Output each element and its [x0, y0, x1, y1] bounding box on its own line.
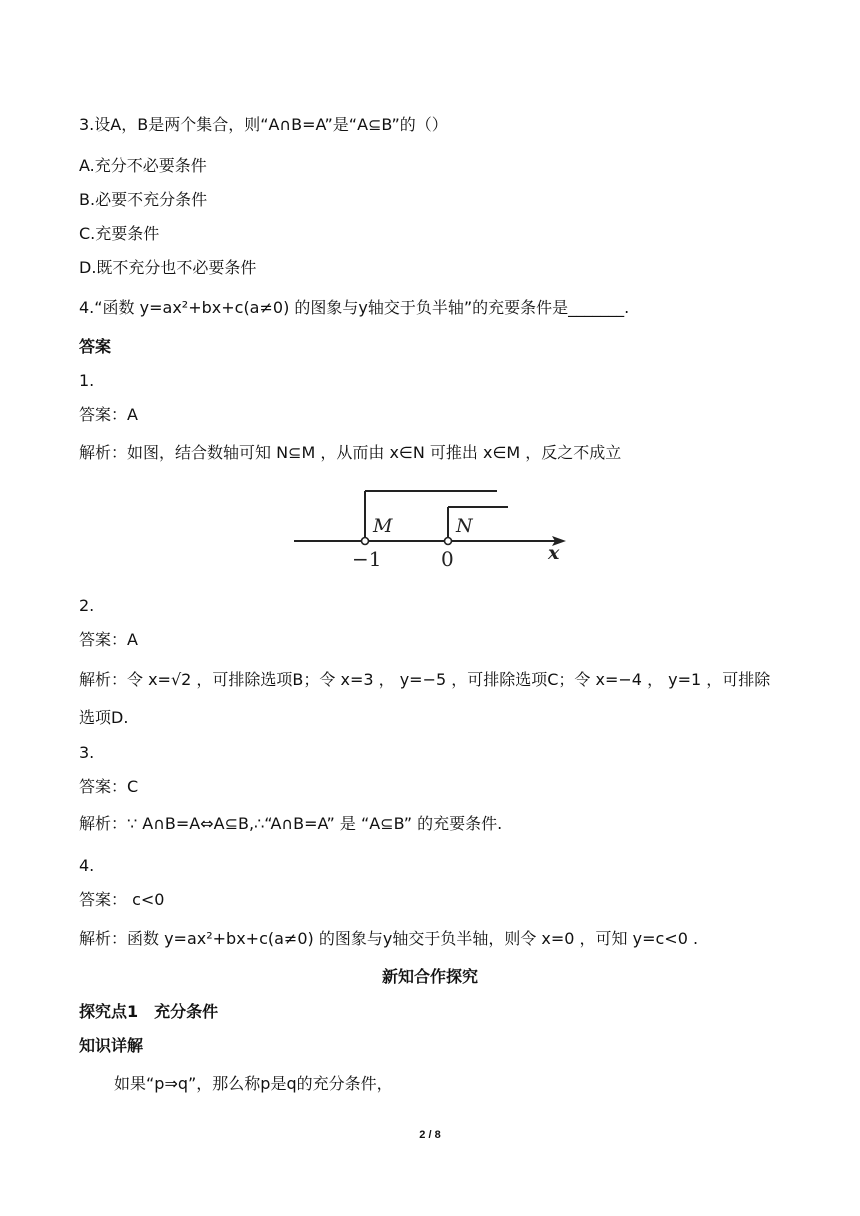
- answer-2-analysis-line-1: 解析：令 x=√2 ，可排除选项B；令 x=3 ， y=−5 ，可排除选项C；令 x=−4 ， y=1 ，可排除: [79, 670, 771, 689]
- point-zero: [445, 538, 452, 545]
- number-line-figure: [290, 482, 580, 578]
- tick-label-zero: 0: [441, 547, 454, 571]
- question-3-option-c: C.充要条件: [79, 224, 160, 243]
- subsection-title: 探究点1 充分条件: [79, 1002, 219, 1021]
- answer-2-number: 2.: [79, 596, 95, 615]
- answers-heading: 答案: [79, 337, 112, 356]
- answer-1-analysis: 解析：如图，结合数轴可知 N⊆M ，从而由 x∈N 可推出 x∈M ，反之不成立: [79, 443, 622, 462]
- answer-2-value: 答案：A: [79, 630, 138, 649]
- answer-1-value: 答案：A: [79, 405, 138, 424]
- axis-label-x: x: [548, 542, 560, 564]
- knowledge-body: 如果“p⇒q”，那么称p是q的充分条件，: [114, 1074, 393, 1093]
- knowledge-heading: 知识详解: [79, 1036, 144, 1055]
- answer-4-number: 4.: [79, 856, 95, 875]
- answer-4-value: 答案： c<0: [79, 890, 165, 909]
- point-minus-one: [362, 538, 369, 545]
- label-m: M: [373, 515, 393, 537]
- section-title: 新知合作探究: [381, 967, 478, 986]
- question-4-stem: 4.“函数 y=ax²+bx+c(a≠0) 的图象与y轴交于负半轴”的充要条件是_______.: [79, 298, 630, 317]
- answer-3-analysis: 解析：∵ A∩B=A⇔A⊆B,∴“A∩B=A” 是 “A⊆B” 的充要条件.: [79, 814, 503, 833]
- answer-2-analysis-line-2: 选项D.: [79, 708, 129, 727]
- answer-3-value: 答案：C: [79, 777, 139, 796]
- answer-1-number: 1.: [79, 371, 95, 390]
- answer-4-analysis: 解析：函数 y=ax²+bx+c(a≠0) 的图象与y轴交于负半轴，则令 x=0 ，可知 y=c<0 .: [79, 929, 699, 948]
- question-3-option-b: B.必要不充分条件: [79, 190, 208, 209]
- label-n: N: [456, 515, 473, 537]
- question-3-option-a: A.充分不必要条件: [79, 156, 207, 175]
- question-3-stem: 3.设A，B是两个集合，则“A∩B=A”是“A⊆B”的（）: [79, 115, 448, 134]
- page-number: 2 / 8: [419, 1129, 441, 1141]
- question-3-option-d: D.既不充分也不必要条件: [79, 258, 257, 277]
- answer-3-number: 3.: [79, 743, 95, 762]
- tick-label-minus-one: −1: [352, 547, 382, 571]
